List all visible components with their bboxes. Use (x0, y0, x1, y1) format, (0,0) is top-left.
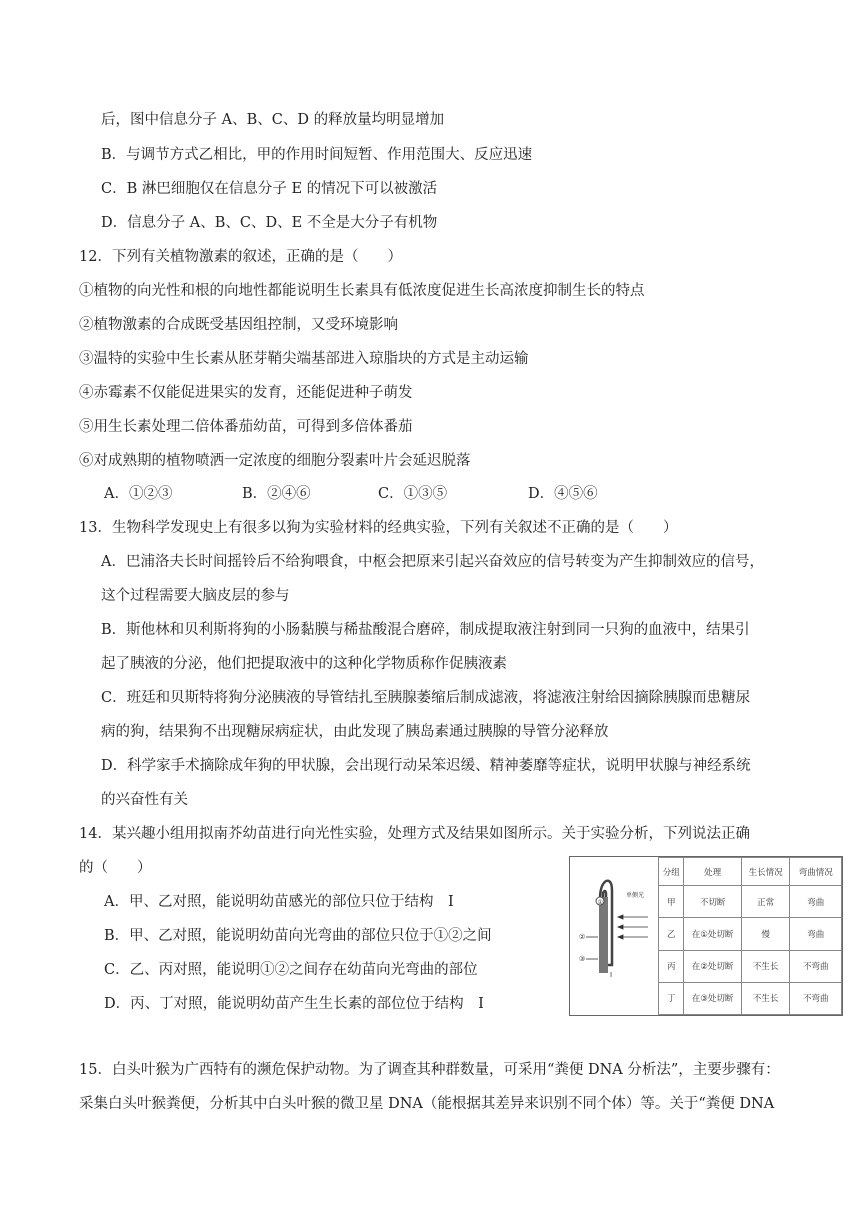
table-cell: 在③处切断 (684, 982, 741, 1014)
table-cell: 弯曲 (790, 886, 842, 918)
table-cell: 正常 (741, 886, 790, 918)
experiment-figure (569, 856, 843, 1016)
table-row (659, 950, 842, 982)
statement-3: ③温特的实验中生长素从胚芽鞘尖端基部进入琼脂块的方式是主动运输 (79, 351, 529, 367)
text-line: 病的狗，结果狗不出现糖尿病症状，由此发现了胰岛素通过胰腺的导管分泌释放 (101, 724, 609, 740)
q12-options (104, 484, 598, 504)
statement-2: ②植物激素的合成既受基因组控制，又受环境影响 (79, 317, 398, 333)
option-b: B．与调节方式乙相比，甲的作用时间短暂、作用范围大、反应迅速 (101, 147, 533, 163)
table-row (659, 982, 842, 1014)
option-c: C．B 淋巴细胞仅在信息分子 E 的情况下可以被激活 (101, 181, 438, 197)
table-cell: 甲 (659, 886, 684, 918)
question-12: 12．下列有关植物激素的叙述，正确的是（ ） (79, 249, 402, 265)
q13-option-b: B．斯他林和贝利斯将狗的小肠黏膜与稀盐酸混合磨碎，制成提取液注射到同一只狗的血液中，结果引 (101, 622, 750, 638)
statement-6: ⑥对成熟期的植物喷洒一定浓度的细胞分裂素叶片会延迟脱落 (79, 453, 471, 469)
table-cell: 不切断 (684, 886, 741, 918)
table-cell: 弯曲 (790, 918, 842, 950)
table-header: 分组 (659, 858, 684, 886)
table-cell: 慢 (741, 918, 790, 950)
structure-label: I (610, 971, 613, 979)
table-cell: 丙 (659, 950, 684, 982)
text-line: 这个过程需要大脑皮层的参与 (101, 588, 290, 604)
mark-1-label: ① (597, 899, 603, 906)
table-cell: 乙 (659, 918, 684, 950)
text-line: 的兴奋性有关 (101, 792, 188, 808)
statement-5: ⑤用生长素处理二倍体番茄幼苗，可得到多倍体番茄 (79, 419, 413, 435)
text-line: 后，图中信息分子 A、B、C、D 的释放量均明显增加 (101, 112, 445, 128)
table-row (659, 886, 842, 918)
q13-option-d: D．科学家手术摘除成年狗的甲状腺，会出现行动呆笨迟缓、精神萎靡等症状，说明甲状腺与神经系统 (101, 758, 751, 774)
question-14: 14．某兴趣小组用拟南芥幼苗进行向光性实验，处理方式及结果如图所示。关于实验分析，下列说法正确 (79, 826, 750, 842)
text-line: 的（ ） (79, 860, 152, 876)
q14-option-b: B．甲、乙对照，能说明幼苗向光弯曲的部位只位于①②之间 (104, 928, 492, 944)
results-table (658, 857, 842, 1015)
q12-option-c: C．①③⑤ (378, 486, 448, 502)
q14-option-d: D．丙、丁对照，能说明幼苗产生生长素的部位位于结构 I (104, 996, 484, 1012)
table-header: 生长情况 (741, 858, 790, 886)
table-cell: 在①处切断 (684, 918, 741, 950)
seedling-diagram (570, 857, 658, 1015)
q14-option-c: C．乙、丙对照，能说明①②之间存在幼苗向光弯曲的部位 (104, 962, 478, 978)
mark-3-label: ③ (579, 955, 586, 963)
q12-option-d: D．④⑤⑥ (528, 486, 598, 502)
text-line: 采集白头叶猴粪便，分析其中白头叶猴的微卫星 DNA（能根据其差异来识别不同个体）等。关于“粪便 DNA (79, 1096, 775, 1112)
q12-option-b: B．②④⑥ (242, 486, 311, 502)
table-header-row (659, 858, 842, 886)
light-label: 单侧光 (626, 892, 645, 899)
mark-2-label: ② (579, 933, 586, 941)
table-cell: 在②处切断 (684, 950, 741, 982)
question-15: 15．白头叶猴为广西特有的濒危保护动物。为了调查其种群数量，可采用“粪便 DNA 分析法”，主要步骤有： (79, 1062, 780, 1078)
table-cell: 丁 (659, 982, 684, 1014)
light-arrows (618, 915, 648, 939)
q14-option-a: A．甲、乙对照，能说明幼苗感光的部位只位于结构 I (104, 894, 454, 910)
q13-option-c: C．班廷和贝斯特将狗分泌胰液的导管结扎至胰腺萎缩后制成滤液，将滤液注射给因摘除胰腺而患糖尿 (101, 690, 751, 706)
table-cell: 不生长 (741, 950, 790, 982)
statement-4: ④赤霉素不仅能促进果实的发育，还能促进种子萌发 (79, 385, 413, 401)
option-d: D．信息分子 A、B、C、D、E 不全是大分子有机物 (101, 215, 438, 231)
q12-option-a: A．①②③ (104, 486, 173, 502)
q13-option-a: A．巴浦洛夫长时间摇铃后不给狗喂食，中枢会把原来引起兴奋效应的信号转变为产生抑制效应的信号， (101, 554, 764, 570)
table-header: 处理 (684, 858, 741, 886)
seedling-body (599, 897, 608, 973)
table-row (659, 918, 842, 950)
text-line: 起了胰液的分泌，他们把提取液中的这种化学物质称作促胰液素 (101, 656, 507, 672)
table-cell: 不弯曲 (790, 950, 842, 982)
question-13: 13．生物科学发现史上有很多以狗为实验材料的经典实验，下列有关叙述不正确的是（ ） (79, 520, 678, 536)
statement-1: ①植物的向光性和根的向地性都能说明生长素具有低浓度促进生长高浓度抑制生长的特点 (79, 283, 645, 299)
table-header: 弯曲情况 (790, 858, 842, 886)
table-cell: 不生长 (741, 982, 790, 1014)
table-cell: 不弯曲 (790, 982, 842, 1014)
